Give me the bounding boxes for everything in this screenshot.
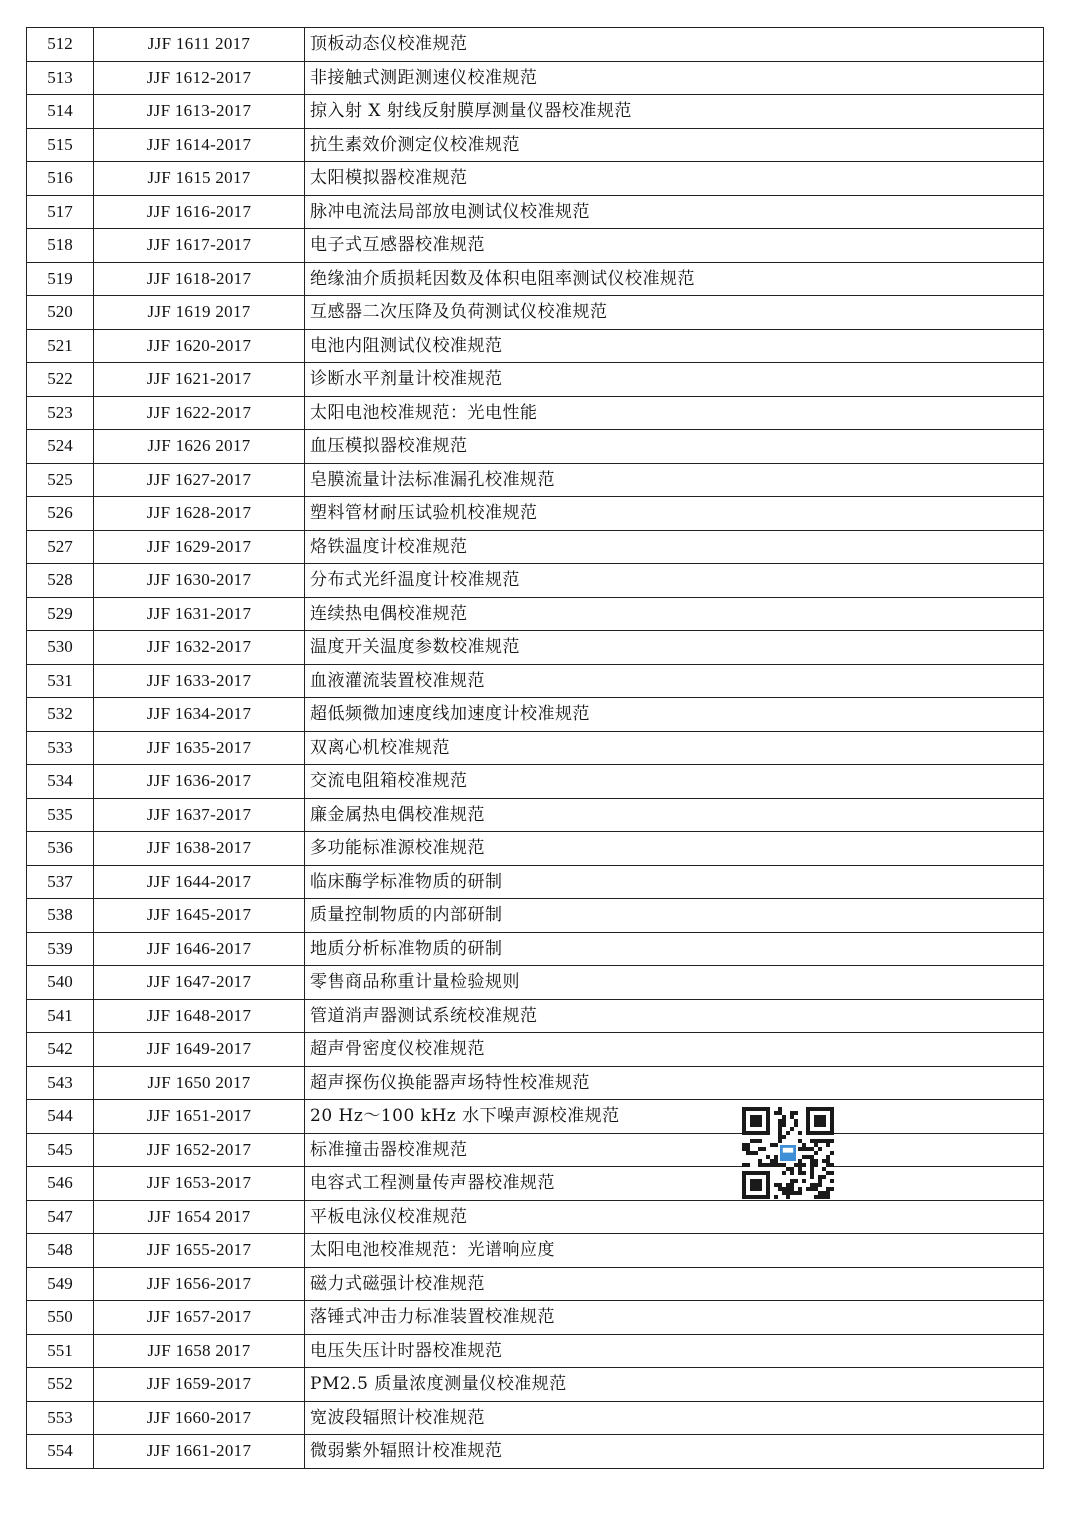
row-number: 522 [27,363,94,397]
standard-name: 微弱紫外辐照计校准规范 [305,1435,1044,1469]
standard-name: 临床酶学标准物质的研制 [305,865,1044,899]
standard-code: JJF 1611 2017 [94,28,305,62]
row-number: 518 [27,229,94,263]
table-row [27,932,1044,966]
standard-code: JJF 1622-2017 [94,396,305,430]
row-number: 538 [27,899,94,933]
standard-name: 管道消声器测试系统校准规范 [305,999,1044,1033]
row-number: 549 [27,1267,94,1301]
row-number: 539 [27,932,94,966]
table-row [27,1100,1044,1134]
standard-code: JJF 1630-2017 [94,564,305,598]
table-row [27,1033,1044,1067]
table-row [27,195,1044,229]
standard-name: 太阳电池校准规范：光电性能 [305,396,1044,430]
table-row [27,1267,1044,1301]
standard-code: JJF 1660-2017 [94,1401,305,1435]
standard-code: JJF 1654 2017 [94,1200,305,1234]
standard-code: JJF 1656-2017 [94,1267,305,1301]
standard-name: 抗生素效价测定仪校准规范 [305,128,1044,162]
row-number: 529 [27,597,94,631]
table-row [27,1167,1044,1201]
standard-code: JJF 1655-2017 [94,1234,305,1268]
row-number: 528 [27,564,94,598]
table-row [27,28,1044,62]
table-row [27,363,1044,397]
standard-code: JJF 1659-2017 [94,1368,305,1402]
row-number: 537 [27,865,94,899]
standard-name: 皂膜流量计法标准漏孔校准规范 [305,463,1044,497]
standard-name: 双离心机校准规范 [305,731,1044,765]
standard-name: 非接触式测距测速仪校准规范 [305,61,1044,95]
row-number: 545 [27,1133,94,1167]
standard-name: 分布式光纤温度计校准规范 [305,564,1044,598]
standard-code: JJF 1629-2017 [94,530,305,564]
standard-name: 平板电泳仪校准规范 [305,1200,1044,1234]
standard-code: JJF 1621-2017 [94,363,305,397]
table-row [27,162,1044,196]
standard-code: JJF 1628-2017 [94,497,305,531]
standard-code: JJF 1652-2017 [94,1133,305,1167]
standard-code: JJF 1650 2017 [94,1066,305,1100]
table-row [27,1368,1044,1402]
row-number: 534 [27,765,94,799]
table-row [27,631,1044,665]
standard-code: JJF 1648-2017 [94,999,305,1033]
row-number: 515 [27,128,94,162]
standard-code: JJF 1612-2017 [94,61,305,95]
standard-name: 脉冲电流法局部放电测试仪校准规范 [305,195,1044,229]
standard-name: 磁力式磁强计校准规范 [305,1267,1044,1301]
qr-code-graphic [742,1107,834,1199]
standard-code: JJF 1614-2017 [94,128,305,162]
standard-code: JJF 1661-2017 [94,1435,305,1469]
table-row [27,95,1044,129]
standard-name: 超声探伤仪换能器声场特性校准规范 [305,1066,1044,1100]
table-row [27,865,1044,899]
row-number: 543 [27,1066,94,1100]
standard-name: 多功能标准源校准规范 [305,832,1044,866]
standard-name: 地质分析标准物质的研制 [305,932,1044,966]
row-number: 513 [27,61,94,95]
row-number: 531 [27,664,94,698]
row-number: 553 [27,1401,94,1435]
row-number: 536 [27,832,94,866]
standard-name: 宽波段辐照计校准规范 [305,1401,1044,1435]
standard-code: JJF 1626 2017 [94,430,305,464]
row-number: 554 [27,1435,94,1469]
row-number: 546 [27,1167,94,1201]
table-row [27,1200,1044,1234]
row-number: 524 [27,430,94,464]
row-number: 552 [27,1368,94,1402]
standard-code: JJF 1617-2017 [94,229,305,263]
row-number: 540 [27,966,94,1000]
row-number: 519 [27,262,94,296]
table-row [27,765,1044,799]
row-number: 520 [27,296,94,330]
standard-code: JJF 1644-2017 [94,865,305,899]
standard-code: JJF 1657-2017 [94,1301,305,1335]
standard-code: JJF 1613-2017 [94,95,305,129]
standard-name: 交流电阻箱校准规范 [305,765,1044,799]
standard-name: 超声骨密度仪校准规范 [305,1033,1044,1067]
standard-name: 零售商品称重计量检验规则 [305,966,1044,1000]
table-row [27,1435,1044,1469]
standard-name: 太阳模拟器校准规范 [305,162,1044,196]
standard-name: 血液灌流装置校准规范 [305,664,1044,698]
row-number: 544 [27,1100,94,1134]
standard-name: 超低频微加速度线加速度计校准规范 [305,698,1044,732]
row-number: 517 [27,195,94,229]
row-number: 525 [27,463,94,497]
table-row [27,731,1044,765]
standard-code: JJF 1618-2017 [94,262,305,296]
standard-name: 顶板动态仪校准规范 [305,28,1044,62]
standard-name: 质量控制物质的内部研制 [305,899,1044,933]
table-row [27,463,1044,497]
standard-code: JJF 1615 2017 [94,162,305,196]
table-row [27,1301,1044,1335]
table-row [27,61,1044,95]
table-row [27,1234,1044,1268]
row-number: 526 [27,497,94,531]
table-row [27,698,1044,732]
standards-table-body [27,28,1044,1469]
table-row [27,497,1044,531]
standard-code: JJF 1649-2017 [94,1033,305,1067]
standard-code: JJF 1634-2017 [94,698,305,732]
standard-code: JJF 1646-2017 [94,932,305,966]
table-row [27,329,1044,363]
row-number: 516 [27,162,94,196]
table-row [27,530,1044,564]
table-row [27,798,1044,832]
table-row [27,899,1044,933]
table-row [27,832,1044,866]
row-number: 551 [27,1334,94,1368]
table-row [27,966,1044,1000]
table-row [27,430,1044,464]
row-number: 541 [27,999,94,1033]
standard-code: JJF 1631-2017 [94,597,305,631]
standard-name: 诊断水平剂量计校准规范 [305,363,1044,397]
row-number: 548 [27,1234,94,1268]
standard-code: JJF 1636-2017 [94,765,305,799]
row-number: 535 [27,798,94,832]
table-row [27,128,1044,162]
standard-name: 绝缘油介质损耗因数及体积电阻率测试仪校准规范 [305,262,1044,296]
standard-name: 20 Hz～100 kHz 水下噪声源校准规范 [305,1100,1044,1134]
standard-name: 温度开关温度参数校准规范 [305,631,1044,665]
row-number: 532 [27,698,94,732]
standard-code: JJF 1633-2017 [94,664,305,698]
standard-name: 血压模拟器校准规范 [305,430,1044,464]
standard-name: 电子式互感器校准规范 [305,229,1044,263]
standard-code: JJF 1627-2017 [94,463,305,497]
table-row [27,1334,1044,1368]
standard-name: 太阳电池校准规范：光谱响应度 [305,1234,1044,1268]
standard-name: 电容式工程测量传声器校准规范 [305,1167,1044,1201]
standard-code: JJF 1637-2017 [94,798,305,832]
row-number: 530 [27,631,94,665]
standard-code: JJF 1616-2017 [94,195,305,229]
standard-name: 标准撞击器校准规范 [305,1133,1044,1167]
table-row [27,664,1044,698]
standard-code: JJF 1651-2017 [94,1100,305,1134]
standard-name: 掠入射 X 射线反射膜厚测量仪器校准规范 [305,95,1044,129]
standard-code: JJF 1635-2017 [94,731,305,765]
table-row [27,999,1044,1033]
standard-code: JJF 1647-2017 [94,966,305,1000]
standard-name: 塑料管材耐压试验机校准规范 [305,497,1044,531]
row-number: 547 [27,1200,94,1234]
standard-code: JJF 1653-2017 [94,1167,305,1201]
table-row [27,564,1044,598]
row-number: 523 [27,396,94,430]
standard-code: JJF 1658 2017 [94,1334,305,1368]
row-number: 550 [27,1301,94,1335]
standard-code: JJF 1632-2017 [94,631,305,665]
standards-table [26,27,1044,1469]
table-row [27,262,1044,296]
standard-code: JJF 1638-2017 [94,832,305,866]
standard-name: 连续热电偶校准规范 [305,597,1044,631]
standard-code: JJF 1645-2017 [94,899,305,933]
row-number: 533 [27,731,94,765]
standard-name: 电压失压计时器校准规范 [305,1334,1044,1368]
standard-name: 廉金属热电偶校准规范 [305,798,1044,832]
table-row [27,1133,1044,1167]
standard-code: JJF 1620-2017 [94,329,305,363]
row-number: 527 [27,530,94,564]
standard-code: JJF 1619 2017 [94,296,305,330]
standard-name: 互感器二次压降及负荷测试仪校准规范 [305,296,1044,330]
row-number: 521 [27,329,94,363]
standard-name: 落锤式冲击力标准装置校准规范 [305,1301,1044,1335]
standard-name: 电池内阻测试仪校准规范 [305,329,1044,363]
table-row [27,296,1044,330]
row-number: 512 [27,28,94,62]
standard-name: 烙铁温度计校准规范 [305,530,1044,564]
table-row [27,1401,1044,1435]
table-row [27,1066,1044,1100]
table-row [27,597,1044,631]
qr-code-icon [742,1107,834,1199]
table-row [27,229,1044,263]
table-row [27,396,1044,430]
standard-name: PM2.5 质量浓度测量仪校准规范 [305,1368,1044,1402]
row-number: 514 [27,95,94,129]
row-number: 542 [27,1033,94,1067]
